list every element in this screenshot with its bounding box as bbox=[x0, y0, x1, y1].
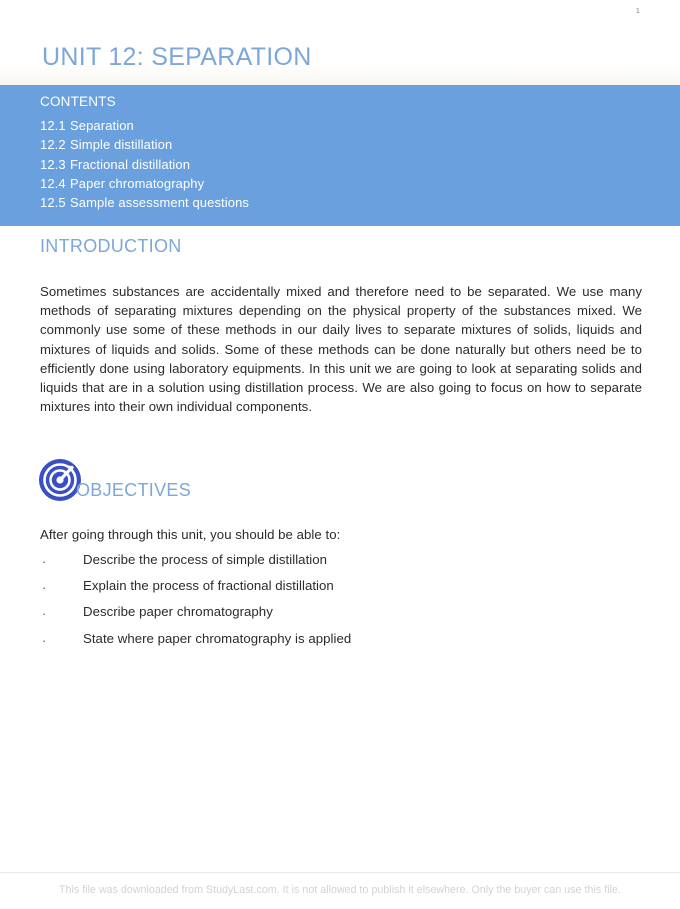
objective-text: Describe the process of simple distillation bbox=[83, 552, 328, 567]
objective-item-2 bbox=[40, 578, 600, 604]
contents-item-number: 12.4 bbox=[40, 175, 66, 191]
objective-text: State where paper chromatography is applied bbox=[83, 630, 352, 646]
contents-item-label: Separation bbox=[70, 118, 134, 133]
contents-list bbox=[40, 116, 249, 212]
objective-item-1 bbox=[40, 552, 600, 578]
contents-item-number: 12.2 bbox=[40, 137, 66, 153]
contents-panel bbox=[0, 85, 680, 226]
contents-item-number: 12.5 bbox=[40, 195, 66, 211]
objective-text: Explain the process of fractional distillation bbox=[83, 578, 334, 594]
footer-note: This file was downloaded from StudyLast.com. It is not allowed to publish it elsewhere. Only the buyer can use this file. bbox=[59, 884, 621, 896]
objectives-list bbox=[40, 552, 600, 657]
bullet-icon: · bbox=[42, 632, 47, 648]
contents-item-12-4[interactable] bbox=[40, 174, 249, 193]
contents-item-12-3[interactable] bbox=[40, 155, 249, 174]
bullet-icon: · bbox=[42, 606, 47, 622]
contents-item-12-1[interactable] bbox=[40, 116, 249, 135]
objectives-lead-in: After going through this unit, you should be able to: bbox=[40, 527, 341, 542]
bullet-icon: · bbox=[42, 554, 47, 569]
page-number: 1 bbox=[635, 8, 640, 15]
contents-item-label: Simple distillation bbox=[70, 137, 173, 153]
introduction-heading: INTRODUCTION bbox=[40, 236, 182, 256]
objective-item-3 bbox=[40, 604, 600, 630]
introduction-paragraph: Sometimes substances are accidentally mixed and therefore need to be separated. We use many methods of separating mixtures depending on the physical property of the substances mixed. We commonly use some of these methods in our daily lives to separate mixtures of solids, liquids and mixtures of liquids and solids. Some of these methods can be done naturally but others need be to efficiently done using laboratory equipments. In this unit we are going to look at separating solids and liquids that are in a solution using distillation process. We are also going to focus on how to separate mixtures into their own individual components. bbox=[40, 284, 642, 415]
page-title: UNIT 12: SEPARATION bbox=[42, 43, 312, 71]
contents-item-label: Fractional distillation bbox=[70, 156, 191, 172]
contents-heading: CONTENTS bbox=[40, 94, 116, 109]
contents-item-number: 12.1 bbox=[40, 118, 66, 133]
contents-item-label: Sample assessment questions bbox=[70, 195, 250, 211]
objective-text: Describe paper chromatography bbox=[83, 604, 273, 620]
contents-item-number: 12.3 bbox=[40, 156, 66, 172]
bullet-icon: · bbox=[42, 580, 47, 596]
objectives-heading: OBJECTIVES bbox=[76, 480, 192, 500]
objective-item-4 bbox=[40, 631, 600, 657]
contents-item-12-5[interactable] bbox=[40, 193, 249, 212]
footer-divider bbox=[0, 872, 680, 873]
contents-item-12-2[interactable] bbox=[40, 135, 249, 154]
contents-item-label: Paper chromatography bbox=[70, 175, 205, 191]
